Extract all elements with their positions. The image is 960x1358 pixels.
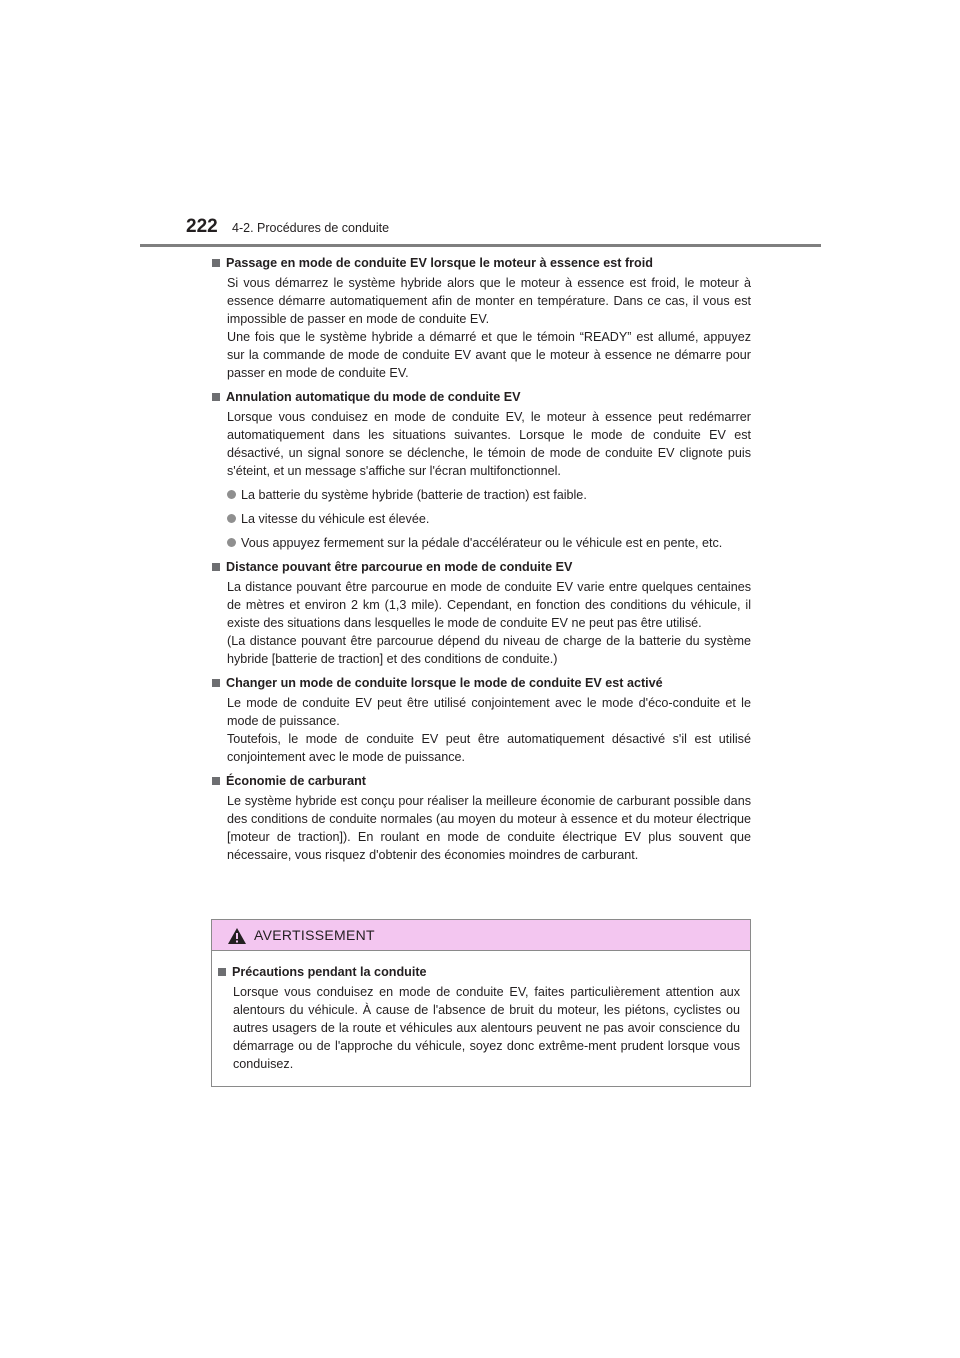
section-ev-auto-cancel: [211, 388, 751, 552]
paragraph: Le système hybride est conçu pour réaliser la meilleure économie de carburant possible dans des conditions de conduite normales (au moyen du moteur à essence et du moteur électrique [moteur de traction]). En roulant en mode de conduite électrique EV plus souvent que nécessaire, vous risquez d'obtenir des économies moindres de carburant.: [227, 794, 751, 862]
section-title: Annulation automatique du mode de conduite EV: [211, 388, 751, 406]
bullet-list: [227, 486, 751, 552]
section-fuel-economy: [211, 772, 751, 864]
page-number: 222: [186, 216, 218, 237]
list-item: La vitesse du véhicule est élevée.: [227, 510, 751, 528]
section-title: Économie de carburant: [211, 772, 751, 790]
warning-triangle-icon: [227, 927, 247, 945]
warning-paragraph: Lorsque vous conduisez en mode de conduite EV, faites particulièrement attention aux alentours du véhicule. À cause de l'absence de bruit du moteur, les piétons, cyclistes ou autres usagers de la route et véhicules aux alentours peuvent ne pas avoir conscience du démarrage ou de l'approche du véhicule, soyez donc extrême-ment prudent lorsque vous conduisez.: [233, 985, 740, 1071]
paragraph: Si vous démarrez le système hybride alors que le moteur à essence est froid, le moteur à essence démarre automatiquement afin de monter en température. Dans ce cas, il vous est impossible de passer en mode de conduite EV.: [227, 276, 751, 326]
list-item: Vous appuyez fermement sur la pédale d'accélérateur ou le véhicule est en pente, etc.: [227, 534, 751, 552]
paragraph: Toutefois, le mode de conduite EV peut être automatiquement désactivé s'il est utilisé conjointement avec le mode de puissance.: [227, 732, 751, 764]
square-bullet-icon: [212, 777, 220, 785]
warning-label: AVERTISSEMENT: [254, 927, 375, 943]
section-title: Changer un mode de conduite lorsque le mode de conduite EV est activé: [211, 674, 751, 692]
square-bullet-icon: [212, 393, 220, 401]
warning-body: [212, 951, 750, 1073]
section-ev-distance: [211, 558, 751, 668]
paragraph: Le mode de conduite EV peut être utilisé conjointement avec le mode d'éco-conduite et le mode de puissance.: [227, 696, 751, 728]
main-content: [211, 254, 751, 870]
paragraph: La distance pouvant être parcourue en mode de conduite EV varie entre quelques centaines de mètres et environ 2 km (1,3 mile). Cependant, en fonction des conditions du véhicule, il existe des situations dans lesquelles le mode de conduite EV ne peut pas être utilisé.: [227, 580, 751, 630]
paragraph: Lorsque vous conduisez en mode de conduite EV, le moteur à essence peut redémarrer automatiquement dans les situations suivantes. Lorsque le mode de conduite EV est désactivé, un signal sonore se déclenche, le témoin de mode de conduite EV clignote puis s'éteint, et un message s'affiche sur l'écran multifonctionnel.: [227, 410, 751, 478]
square-bullet-icon: [212, 679, 220, 687]
section-title: Distance pouvant être parcourue en mode de conduite EV: [211, 558, 751, 576]
square-bullet-icon: [212, 563, 220, 571]
warning-box: [211, 919, 751, 1087]
warning-header: [212, 920, 750, 951]
chapter-title: 4-2. Procédures de conduite: [232, 221, 390, 235]
list-item: La batterie du système hybride (batterie de traction) est faible.: [227, 486, 751, 504]
section-title: Passage en mode de conduite EV lorsque le moteur à essence est froid: [211, 254, 751, 272]
paragraph: Une fois que le système hybride a démarré et que le témoin “READY” est allumé, appuyez sur la commande de mode de conduite EV avant que le moteur à essence ne démarre pour passer en mode de conduite EV.: [227, 330, 751, 380]
square-bullet-icon: [212, 259, 220, 267]
round-bullet-icon: [227, 514, 236, 523]
page-header: [186, 216, 826, 246]
paragraph: (La distance pouvant être parcourue dépend du niveau de charge de la batterie du système hybride [batterie de traction] et des conditions de conduite.): [227, 634, 751, 666]
section-ev-cold-engine: [211, 254, 751, 382]
section-change-drive-mode: [211, 674, 751, 766]
square-bullet-icon: [218, 968, 226, 976]
round-bullet-icon: [227, 538, 236, 547]
round-bullet-icon: [227, 490, 236, 499]
warning-section-title: Précautions pendant la conduite: [217, 963, 740, 981]
header-rule: [140, 244, 821, 247]
